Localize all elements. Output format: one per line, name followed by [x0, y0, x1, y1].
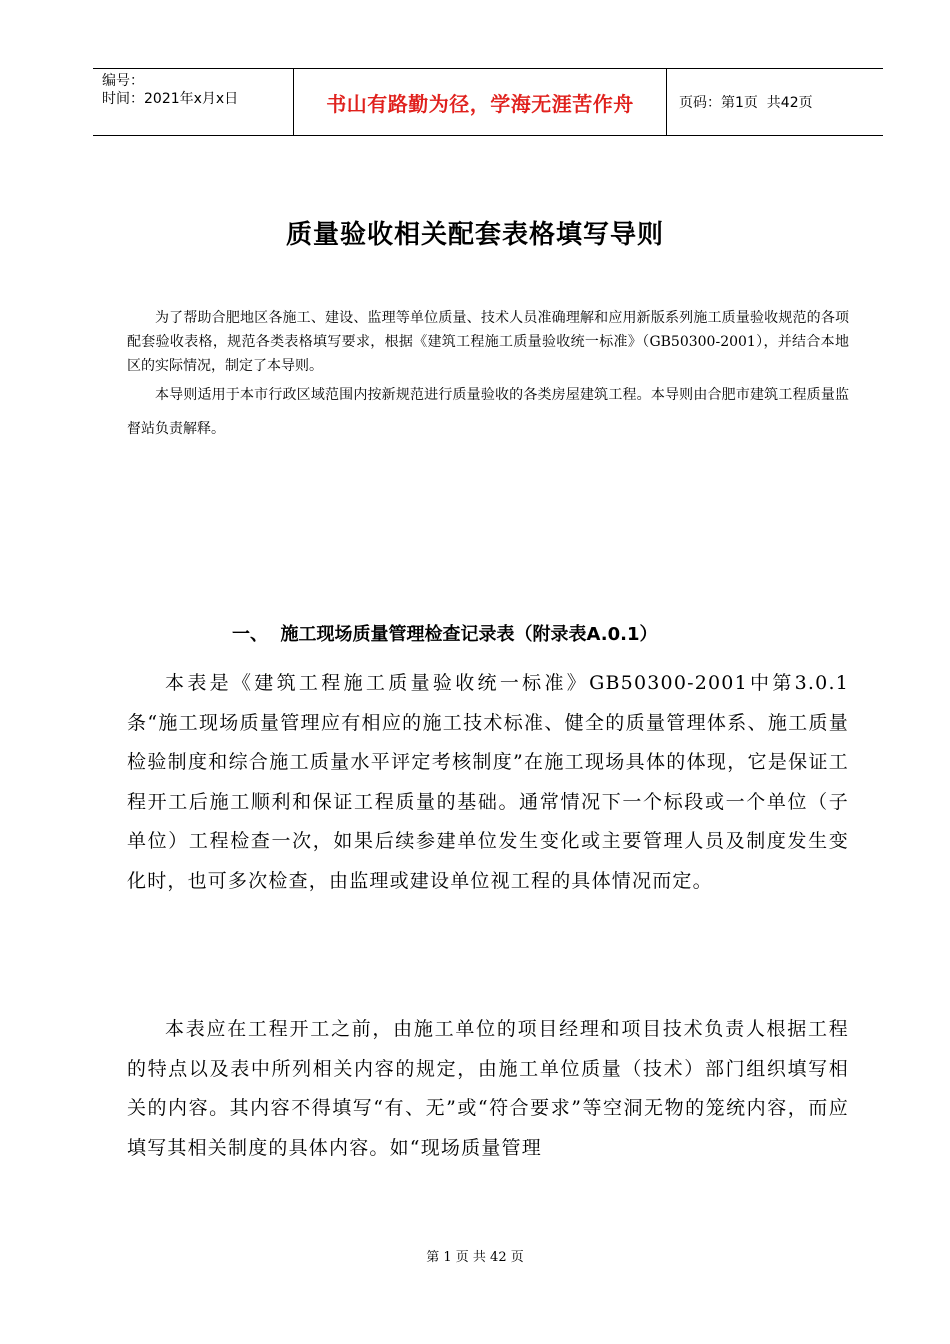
body-paragraph: 本表应在工程开工之前，由施工单位的项目经理和项目技术负责人根据工程的特点以及表中所列相关内容的规定，由施工单位质量（技术）部门组织填写相关的内容。其内容不得填写“有、无”或“符合要求”等空洞无物的笼统内容，而应填写其相关制度的具体内容。如“现场质量管理 — [127, 1018, 849, 1159]
document-time-label: 时间：2021年x月x日 — [102, 91, 239, 107]
section-heading: 一、 施工现场质量管理检查记录表（附录表A.0.1） — [232, 624, 658, 645]
body-paragraph: 本表是《建筑工程施工质量验收统一标准》GB50300-2001中第3.0.1条“施工现场质量管理应有相应的施工技术标准、健全的质量管理体系、施工质量检验制度和综合施工质量水平评定考核制度”在施工现场具体的体现，它是保证工程开工后施工顺利和保证工程质量的基础。通常情况下一个标段或一个单位（子单位）工程检查一次，如果后续参建单位发生变化或主要管理人员及制度发生变化时，也可多次检查，由监理或建设单位视工程的具体情况而定。 — [127, 672, 849, 892]
intro-paragraph: 为了帮助合肥地区各施工、建设、监理等单位质量、技术人员准确理解和应用新版系列施工质量验收规范的各项配套验收表格，规范各类表格填写要求，根据《建筑工程施工质量验收统一标准》（GB50300-2001），并结合本地区的实际情况，制定了本导则。 — [127, 310, 849, 374]
header-page-info-cell — [667, 69, 883, 135]
header-motto: 书山有路勤为径，学海无涯苦作舟 — [294, 69, 667, 135]
page-footer: 第 1 页 共 42 页 — [426, 1250, 524, 1265]
header-meta-cell — [93, 69, 294, 135]
page-header — [93, 68, 883, 136]
intro-paragraph: 本导则适用于本市行政区域范围内按新规范进行质量验收的各类房屋建筑工程。本导则由合肥市建筑工程质量监督站负责解释。 — [127, 387, 849, 437]
header-page-info: 页码：第1页 共42页 — [679, 95, 813, 111]
document-number-label: 编号： — [102, 73, 144, 89]
document-title: 质量验收相关配套表格填写导则 — [285, 220, 664, 250]
